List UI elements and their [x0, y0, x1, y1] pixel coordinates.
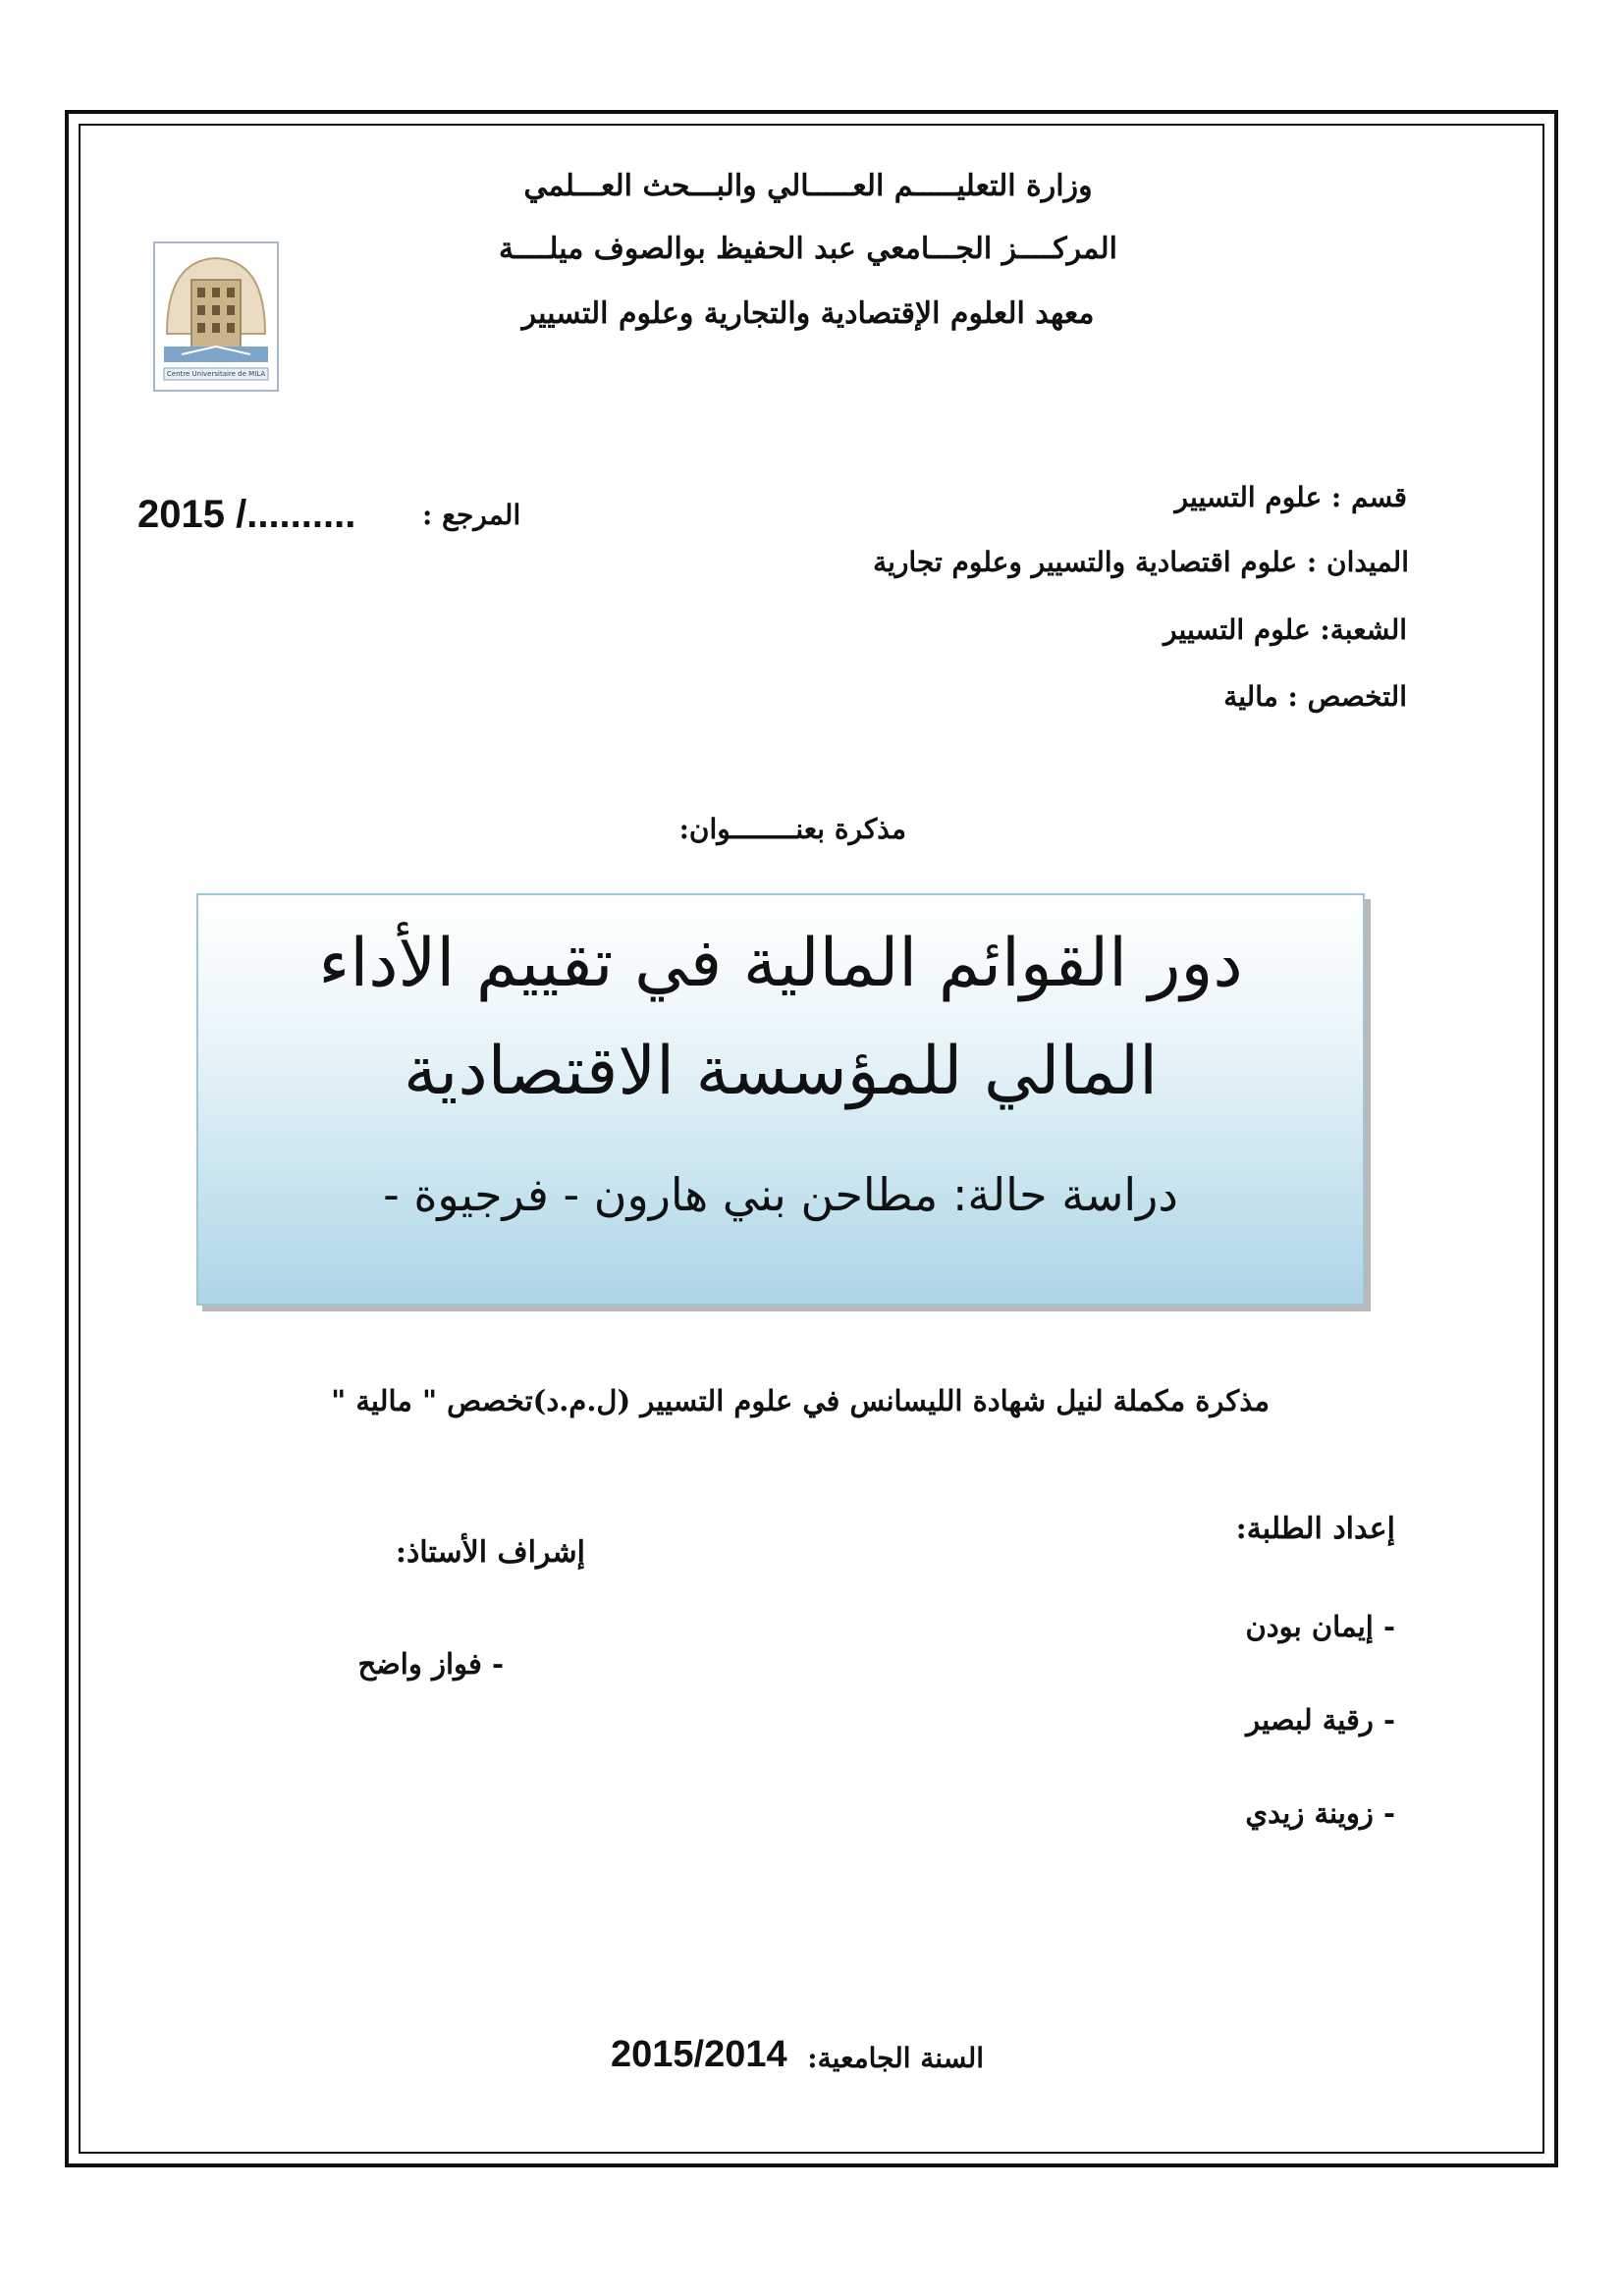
supervisor-name: - فواز واضح — [357, 1647, 504, 1681]
institute-line: معهد العلوم الإقتصادية والتجارية وعلوم التسيير — [521, 296, 1095, 331]
students-label: إعداد الطلبة: — [1235, 1512, 1395, 1546]
reference-label: المرجع : — [422, 499, 521, 531]
supervisor-label: إشراف الأستاذ: — [395, 1535, 585, 1570]
university-line: المركــــز الجـــامعي عبد الحفيظ بوالصوف ميلــــة — [499, 232, 1117, 266]
title-line-2: المالي للمؤسسة الاقتصادية — [403, 1033, 1159, 1110]
field-line: الميدان : علوم اقتصادية والتسيير وعلوم تجارية — [873, 546, 1409, 578]
academic-year-value: 2015/2014 — [611, 2034, 787, 2075]
specialty-line: التخصص : مالية — [1223, 680, 1407, 713]
branch-line: الشعبة: علوم التسيير — [1163, 614, 1407, 646]
ministry-line: وزارة التعليـــــم العـــــالي والبـــحث العـــلمي — [523, 169, 1093, 203]
student-name-3: - زوينة زيدي — [1245, 1796, 1395, 1830]
reference-value: 2015 /.......... — [137, 493, 356, 536]
student-name-1: - إيمان بودن — [1245, 1610, 1395, 1643]
title-line-1: دور القوائم المالية في تقييم الأداء — [318, 925, 1243, 1002]
memo-label: مذكرة بعنــــــــوان: — [678, 813, 906, 845]
department-line: قسم : علوم التسيير — [1174, 481, 1407, 513]
degree-statement: مذكرة مكملة لنيل شهادة الليسانس في علوم التسيير (ل.م.د)تخصص " مالية " — [331, 1384, 1270, 1417]
academic-year-label: السنة الجامعية: — [807, 2042, 984, 2074]
logo-caption: Centre Universitaire de MILA — [166, 370, 266, 378]
title-box — [196, 893, 1365, 1306]
case-study-line: دراسة حالة: مطاحن بني هارون - فرجيوة - — [383, 1168, 1178, 1221]
student-name-2: - رقية لبصير — [1246, 1703, 1395, 1736]
